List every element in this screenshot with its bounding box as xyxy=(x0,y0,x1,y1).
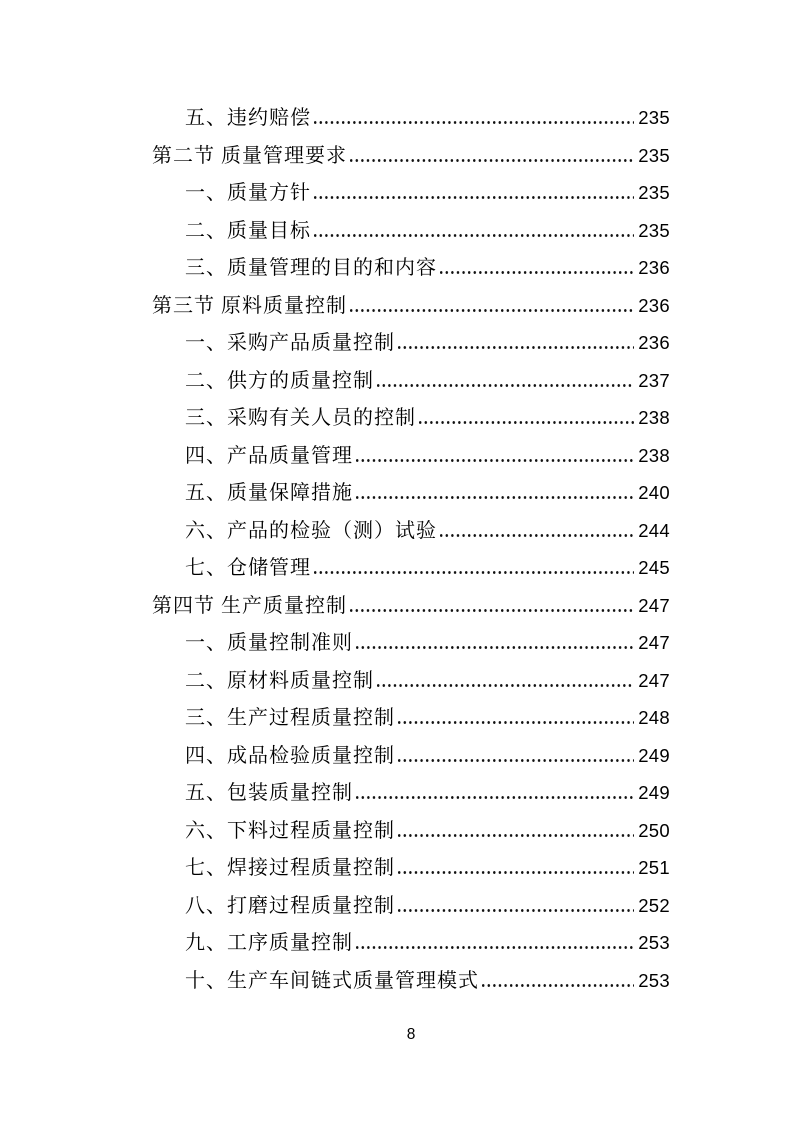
toc-entry-page-number: 235 xyxy=(638,144,670,166)
toc-entry xyxy=(152,849,670,887)
toc-entry xyxy=(152,474,670,512)
toc-entry-label: 八、打磨过程质量控制 xyxy=(185,894,395,917)
toc-entry xyxy=(152,437,670,475)
dot-leader xyxy=(356,459,634,462)
dot-leader xyxy=(377,684,634,687)
toc-entry xyxy=(152,774,670,812)
toc-entry-label: 一、质量方针 xyxy=(185,182,311,204)
toc-entry-page-number: 247 xyxy=(638,632,670,653)
toc-entry-label: 七、仓储管理 xyxy=(185,557,311,579)
toc-entry xyxy=(152,624,670,662)
dot-leader xyxy=(398,909,634,912)
dot-leader xyxy=(314,121,634,124)
toc-entry-label: 七、焊接过程质量控制 xyxy=(185,857,395,879)
toc-entry-label: 四、成品检验质量控制 xyxy=(185,744,395,767)
toc-entry-page-number: 253 xyxy=(638,932,670,953)
toc-entry-label: 二、质量目标 xyxy=(185,219,311,242)
toc-entry xyxy=(152,699,670,737)
toc-entry xyxy=(152,737,670,775)
dot-leader xyxy=(440,534,634,537)
toc-entry-label: 五、违约赔偿 xyxy=(185,107,311,129)
toc-entry-page-number: 238 xyxy=(638,407,670,428)
toc-entry-label: 六、产品的检验（测）试验 xyxy=(185,519,437,542)
dot-leader xyxy=(314,234,634,237)
page-number: 8 xyxy=(406,1026,416,1043)
toc-entry-page-number: 240 xyxy=(638,482,670,503)
toc-entry-label: 一、质量控制准则 xyxy=(185,632,353,654)
toc-entry xyxy=(152,924,670,962)
toc-entry xyxy=(152,212,670,250)
table-of-contents xyxy=(152,99,670,999)
toc-entry xyxy=(152,887,670,925)
toc-entry-page-number: 248 xyxy=(638,707,670,728)
toc-entry-page-number: 253 xyxy=(638,969,670,991)
toc-entry-page-number: 247 xyxy=(638,594,670,616)
toc-entry-page-number: 249 xyxy=(638,744,670,766)
toc-entry-page-number: 250 xyxy=(638,819,670,841)
dot-leader xyxy=(398,346,634,349)
toc-entry-page-number: 235 xyxy=(638,182,670,203)
toc-entry xyxy=(152,512,670,550)
toc-entry-page-number: 247 xyxy=(638,669,670,691)
dot-leader xyxy=(440,271,634,274)
dot-leader xyxy=(314,196,634,199)
toc-entry xyxy=(152,399,670,437)
toc-entry-page-number: 236 xyxy=(638,294,670,316)
toc-entry xyxy=(152,287,670,325)
toc-entry-label: 九、工序质量控制 xyxy=(185,932,353,954)
dot-leader xyxy=(356,646,634,649)
toc-entry xyxy=(152,962,670,1000)
toc-entry xyxy=(152,662,670,700)
toc-entry-label: 二、原材料质量控制 xyxy=(185,669,374,692)
toc-entry xyxy=(152,174,670,212)
toc-entry xyxy=(152,362,670,400)
toc-entry-label: 第三节 原料质量控制 xyxy=(152,294,347,317)
toc-entry-page-number: 236 xyxy=(638,257,670,278)
toc-entry-label: 三、生产过程质量控制 xyxy=(185,707,395,729)
toc-entry-label: 第二节 质量管理要求 xyxy=(152,144,347,167)
toc-entry-label: 十、生产车间链式质量管理模式 xyxy=(185,969,479,992)
toc-entry-page-number: 245 xyxy=(638,557,670,578)
toc-entry-label: 一、采购产品质量控制 xyxy=(185,332,395,354)
toc-entry xyxy=(152,587,670,625)
dot-leader xyxy=(350,159,634,162)
toc-entry-page-number: 251 xyxy=(638,857,670,878)
toc-entry-page-number: 237 xyxy=(638,369,670,391)
dot-leader xyxy=(314,571,634,574)
dot-leader xyxy=(398,759,634,762)
toc-entry-page-number: 235 xyxy=(638,219,670,241)
dot-leader xyxy=(350,309,634,312)
toc-entry-label: 二、供方的质量控制 xyxy=(185,369,374,392)
toc-entry-label: 第四节 生产质量控制 xyxy=(152,594,347,617)
dot-leader xyxy=(398,721,634,724)
dot-leader xyxy=(398,834,634,837)
toc-entry-page-number: 238 xyxy=(638,444,670,466)
dot-leader xyxy=(377,384,634,387)
toc-entry xyxy=(152,137,670,175)
dot-leader xyxy=(356,946,634,949)
toc-entry xyxy=(152,812,670,850)
toc-entry-page-number: 249 xyxy=(638,782,670,803)
dot-leader xyxy=(482,984,634,987)
dot-leader xyxy=(356,796,634,799)
dot-leader xyxy=(398,871,634,874)
dot-leader xyxy=(356,496,634,499)
toc-entry-label: 五、质量保障措施 xyxy=(185,482,353,504)
toc-entry xyxy=(152,99,670,137)
dot-leader xyxy=(419,421,634,424)
page-footer xyxy=(152,1026,670,1044)
toc-entry-label: 六、下料过程质量控制 xyxy=(185,819,395,842)
toc-entry-list xyxy=(152,99,670,999)
toc-entry-label: 三、质量管理的目的和内容 xyxy=(185,257,437,279)
toc-entry-page-number: 235 xyxy=(638,107,670,128)
toc-entry-label: 三、采购有关人员的控制 xyxy=(185,407,416,429)
dot-leader xyxy=(350,609,634,612)
toc-entry xyxy=(152,549,670,587)
toc-entry xyxy=(152,324,670,362)
toc-entry-label: 四、产品质量管理 xyxy=(185,444,353,467)
toc-entry-page-number: 252 xyxy=(638,894,670,916)
toc-entry-page-number: 244 xyxy=(638,519,670,541)
toc-entry-page-number: 236 xyxy=(638,332,670,353)
toc-entry-label: 五、包装质量控制 xyxy=(185,782,353,804)
toc-entry xyxy=(152,249,670,287)
